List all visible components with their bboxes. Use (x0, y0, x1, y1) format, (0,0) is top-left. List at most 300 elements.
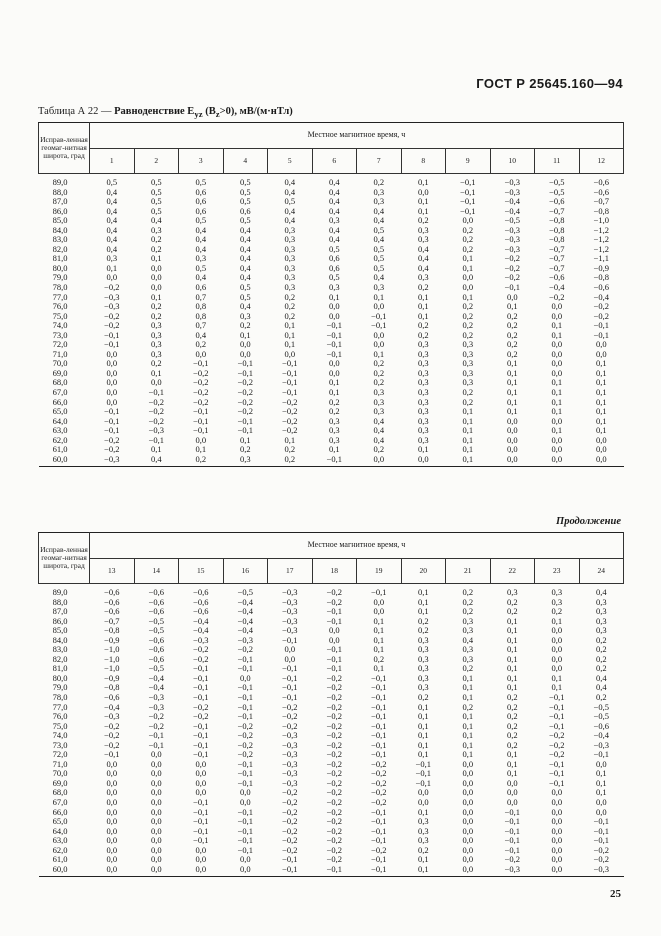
value-cell: 0,3 (417, 644, 429, 655)
value-cell: 0,3 (462, 377, 474, 388)
value-cell: 0,4 (239, 301, 251, 312)
value-cell: 0,5 (239, 177, 251, 187)
value-cell: −0,2 (326, 844, 342, 855)
latitude-cell: 84,0 (52, 224, 68, 235)
value-cell: −0,8 (549, 234, 565, 245)
value-cell: −0,1 (282, 387, 298, 398)
latitude-cell: 75,0 (52, 310, 68, 321)
latitude-cell: 77,0 (52, 291, 68, 302)
value-cell: −0,1 (549, 768, 565, 779)
value-cell: −0,2 (282, 816, 298, 827)
value-cell: 0,0 (551, 797, 563, 808)
value-cell: −0,1 (549, 701, 565, 712)
value-cell: −0,1 (415, 768, 431, 779)
value-cell: −0,2 (504, 262, 520, 273)
value-cell: 0,0 (506, 434, 518, 445)
hour-column-header: 21 (446, 559, 491, 584)
value-cell: 0,3 (417, 663, 429, 674)
value-cell: 0,2 (373, 377, 385, 388)
value-cell: 0,2 (506, 720, 518, 731)
latitude-cell: 86,0 (52, 205, 68, 216)
value-cell: 0,3 (150, 320, 162, 331)
value-cell: 0,2 (150, 358, 162, 369)
value-cell: 0,0 (595, 348, 607, 359)
value-cell: 0,0 (462, 787, 474, 798)
value-cell: −0,1 (237, 701, 253, 712)
value-cell: −0,2 (504, 854, 520, 865)
value-cell: −0,1 (371, 711, 387, 722)
value-cell: −0,1 (415, 777, 431, 788)
latitude-cell: 81,0 (52, 253, 68, 264)
value-cell: 0,3 (595, 596, 607, 607)
value-cell: −0,2 (193, 701, 209, 712)
value-cell: 0,0 (462, 797, 474, 808)
value-cell: −0,2 (326, 825, 342, 836)
value-cell: 0,1 (506, 682, 518, 693)
table (38, 532, 624, 877)
value-cell: 0,4 (417, 243, 429, 254)
value-cell: −0,6 (593, 282, 609, 293)
value-cell: 0,2 (506, 701, 518, 712)
value-cell: 0,1 (462, 415, 474, 426)
value-cell: −0,1 (237, 692, 253, 703)
value-cell: −0,1 (371, 692, 387, 703)
value-cell: −0,6 (549, 272, 565, 283)
value-cell: 0,0 (239, 348, 251, 359)
value-cell: 0,3 (284, 234, 296, 245)
value-cell: −0,1 (282, 854, 298, 865)
value-cell: −0,9 (593, 262, 609, 273)
value-cell: 0,6 (195, 205, 207, 216)
caption-subscript-2: z (215, 109, 220, 120)
value-cell: −0,1 (593, 320, 609, 331)
value-cell: −0,2 (326, 682, 342, 693)
latitude-cell: 84,0 (52, 634, 68, 645)
value-cell: 0,0 (551, 367, 563, 378)
value-cell: −0,2 (282, 720, 298, 731)
value-cell: −0,1 (237, 844, 253, 855)
value-cell: −0,9 (104, 672, 120, 683)
value-cell: −0,2 (237, 644, 253, 655)
value-cell: −0,2 (549, 739, 565, 750)
value-cell: 0,1 (551, 387, 563, 398)
value-cell: −0,2 (549, 749, 565, 760)
latitude-cell: 80,0 (52, 262, 68, 273)
value-cell: 0,0 (106, 777, 118, 788)
value-cell: 0,0 (373, 339, 385, 350)
value-cell: 0,0 (106, 844, 118, 855)
value-cell: −0,1 (237, 806, 253, 817)
value-cell: −0,2 (237, 749, 253, 760)
value-cell: 0,1 (417, 854, 429, 865)
value-cell: 0,3 (328, 415, 340, 426)
value-cell: 0,2 (462, 301, 474, 312)
value-cell: −0,2 (193, 653, 209, 664)
table-group-header-row (39, 123, 624, 149)
value-cell: 0,0 (462, 777, 474, 788)
value-cell: 0,3 (373, 186, 385, 197)
value-cell: −0,1 (282, 692, 298, 703)
value-cell: 0,1 (373, 663, 385, 674)
value-cell: 0,1 (417, 711, 429, 722)
value-cell: 0,4 (239, 253, 251, 264)
value-cell: −0,1 (504, 816, 520, 827)
value-cell: 0,3 (373, 396, 385, 407)
value-cell: 0,0 (551, 444, 563, 455)
value-cell: 0,4 (328, 177, 340, 187)
value-cell: −0,2 (148, 720, 164, 731)
latitude-cell: 68,0 (52, 787, 68, 798)
value-cell: 0,3 (417, 396, 429, 407)
value-cell: 0,1 (595, 777, 607, 788)
value-cell: 0,5 (195, 215, 207, 226)
hour-column-header: 22 (490, 559, 535, 584)
value-cell: −0,4 (104, 701, 120, 712)
value-cell: 0,3 (328, 434, 340, 445)
value-cell: 0,1 (595, 425, 607, 436)
value-cell: −1,1 (593, 253, 609, 264)
value-cell: 0,0 (106, 396, 118, 407)
value-cell: 0,0 (506, 777, 518, 788)
value-cell: 0,4 (106, 205, 118, 216)
value-cell: −0,5 (148, 625, 164, 636)
value-cell: −0,2 (326, 835, 342, 846)
value-cell: 0,1 (506, 396, 518, 407)
value-cell: 0,1 (462, 672, 474, 683)
latitude-cell: 73,0 (52, 329, 68, 340)
value-cell: −0,2 (326, 739, 342, 750)
value-cell: −0,1 (326, 663, 342, 674)
value-cell: −0,2 (549, 291, 565, 302)
value-cell: 0,3 (417, 672, 429, 683)
value-cell: −0,1 (104, 339, 120, 350)
value-cell: 0,3 (462, 358, 474, 369)
value-cell: −0,1 (326, 329, 342, 340)
value-cell: −0,3 (282, 596, 298, 607)
value-cell: 0,3 (417, 816, 429, 827)
value-cell: 0,1 (462, 692, 474, 703)
value-cell: −0,3 (504, 243, 520, 254)
value-cell: 0,0 (595, 434, 607, 445)
value-cell: 0,3 (373, 387, 385, 398)
value-cell: 0,0 (195, 844, 207, 855)
value-cell: −0,2 (593, 301, 609, 312)
value-cell: −0,1 (237, 825, 253, 836)
value-cell: −0,6 (193, 587, 209, 597)
value-cell: 0,1 (462, 444, 474, 455)
value-cell: 0,4 (239, 243, 251, 254)
value-cell: 0,0 (106, 387, 118, 398)
value-cell: 0,1 (417, 196, 429, 207)
value-cell: 0,2 (417, 844, 429, 855)
value-cell: −0,1 (237, 358, 253, 369)
value-cell: −0,5 (148, 663, 164, 674)
latitude-cell: 86,0 (52, 615, 68, 626)
value-cell: 0,2 (284, 301, 296, 312)
value-cell: 0,1 (239, 329, 251, 340)
value-cell: −0,1 (326, 606, 342, 617)
hour-column-header: 8 (401, 149, 446, 174)
latitude-cell: 88,0 (52, 186, 68, 197)
local-magnetic-time-header: Местное магнитное время, ч (90, 533, 624, 559)
latitude-cell: 76,0 (52, 711, 68, 722)
value-cell: 0,1 (417, 739, 429, 750)
value-cell: 0,3 (417, 348, 429, 359)
value-cell: −0,1 (371, 739, 387, 750)
value-cell: 0,1 (506, 625, 518, 636)
value-cell: −0,2 (104, 434, 120, 445)
value-cell: −0,2 (282, 711, 298, 722)
value-cell: 0,5 (373, 224, 385, 235)
value-cell: 0,0 (535, 865, 580, 877)
value-cell: −0,2 (193, 396, 209, 407)
value-cell: −0,1 (549, 777, 565, 788)
value-cell: 0,3 (462, 348, 474, 359)
hour-column-header: 15 (179, 559, 224, 584)
value-cell: 0,1 (462, 739, 474, 750)
value-cell: 0,1 (506, 301, 518, 312)
value-cell: 0,2 (239, 444, 251, 455)
table-body (39, 584, 624, 877)
value-cell: 0,0 (284, 348, 296, 359)
latitude-cell: 79,0 (52, 682, 68, 693)
value-cell: 0,0 (284, 644, 296, 655)
value-cell: 0,3 (417, 406, 429, 417)
value-cell: −0,2 (326, 672, 342, 683)
value-cell: −0,2 (371, 777, 387, 788)
hour-column-header: 18 (312, 559, 357, 584)
value-cell: −0,5 (593, 711, 609, 722)
value-cell: 0,3 (417, 653, 429, 664)
value-cell: −0,2 (282, 835, 298, 846)
hour-column-header: 20 (401, 559, 446, 584)
value-cell: 0,3 (150, 224, 162, 235)
value-cell: −0,1 (237, 682, 253, 693)
value-cell: 0,0 (150, 844, 162, 855)
hour-column-header: 7 (357, 149, 402, 174)
value-cell: 0,1 (462, 749, 474, 760)
value-cell: 0,1 (595, 768, 607, 779)
value-cell: 0,1 (462, 291, 474, 302)
value-cell: −0,5 (593, 701, 609, 712)
value-cell: 0,3 (417, 367, 429, 378)
value-cell: 0,4 (373, 215, 385, 226)
value-cell: 0,0 (223, 865, 268, 877)
hour-column-header: 19 (357, 559, 402, 584)
value-cell: 0,0 (150, 777, 162, 788)
value-cell: 0,2 (239, 320, 251, 331)
latitude-cell: 81,0 (52, 663, 68, 674)
value-cell: 0,2 (373, 358, 385, 369)
value-cell: 0,2 (268, 455, 313, 467)
value-cell: 0,0 (150, 262, 162, 273)
value-cell: 0,3 (284, 262, 296, 273)
value-cell: 0,0 (506, 291, 518, 302)
value-cell: 0,3 (417, 825, 429, 836)
value-cell: −0,6 (148, 587, 164, 597)
value-cell: −0,6 (593, 177, 609, 187)
value-cell: 0,0 (90, 865, 135, 877)
value-cell: 0,0 (328, 634, 340, 645)
value-cell: 0,4 (373, 434, 385, 445)
value-cell: 0,3 (417, 425, 429, 436)
value-cell: 0,3 (595, 625, 607, 636)
value-cell: −0,3 (504, 177, 520, 187)
value-cell: 0,2 (284, 291, 296, 302)
value-cell: 0,1 (284, 329, 296, 340)
value-cell: 0,0 (462, 272, 474, 283)
value-cell: 0,2 (462, 234, 474, 245)
value-cell: 0,2 (551, 606, 563, 617)
value-cell: 0,0 (239, 672, 251, 683)
value-cell: 0,1 (373, 291, 385, 302)
latitude-cell: 87,0 (52, 606, 68, 617)
value-cell: −0,1 (237, 653, 253, 664)
value-cell: 0,3 (328, 215, 340, 226)
value-cell: 0,6 (328, 253, 340, 264)
value-cell: 0,4 (328, 205, 340, 216)
value-cell: −0,7 (593, 196, 609, 207)
value-cell: 0,2 (506, 320, 518, 331)
value-cell: 0,0 (506, 415, 518, 426)
latitude-cell: 66,0 (52, 806, 68, 817)
latitude-cell: 76,0 (52, 301, 68, 312)
table-row (39, 455, 624, 467)
latitude-cell: 69,0 (52, 777, 68, 788)
value-cell: −0,1 (593, 816, 609, 827)
value-cell: 0,4 (595, 672, 607, 683)
value-cell: 0,0 (551, 835, 563, 846)
value-cell: −0,1 (193, 816, 209, 827)
hour-column-header: 4 (223, 149, 268, 174)
value-cell: 0,4 (195, 329, 207, 340)
value-cell: −0,1 (504, 825, 520, 836)
value-cell: −0,1 (282, 367, 298, 378)
value-cell: −0,1 (148, 739, 164, 750)
value-cell: 0,6 (195, 282, 207, 293)
value-cell: −0,6 (148, 644, 164, 655)
latitude-cell: 75,0 (52, 720, 68, 731)
value-cell: 0,1 (417, 730, 429, 741)
value-cell: −0,8 (104, 682, 120, 693)
latitude-cell: 62,0 (52, 434, 68, 445)
value-cell: 0,1 (506, 663, 518, 674)
value-cell: −0,4 (148, 672, 164, 683)
value-cell: 0,0 (106, 358, 118, 369)
value-cell: 0,1 (462, 711, 474, 722)
value-cell: −0,1 (357, 865, 402, 877)
value-cell: −0,3 (282, 758, 298, 769)
value-cell: 0,0 (106, 367, 118, 378)
value-cell: 0,4 (373, 234, 385, 245)
value-cell: 0,3 (417, 234, 429, 245)
value-cell: −0,1 (312, 865, 357, 877)
value-cell: −0,1 (282, 672, 298, 683)
value-cell: −0,1 (549, 692, 565, 703)
value-cell: 0,2 (595, 692, 607, 703)
value-cell: −0,2 (326, 749, 342, 760)
value-cell: −0,6 (593, 720, 609, 731)
value-cell: 0,3 (373, 406, 385, 417)
value-cell: 0,1 (150, 291, 162, 302)
value-cell: −0,1 (371, 320, 387, 331)
value-cell: 0,0 (551, 663, 563, 674)
value-cell: −0,2 (326, 730, 342, 741)
value-cell: −0,2 (193, 367, 209, 378)
value-cell: −0,6 (193, 596, 209, 607)
value-cell: 0,0 (462, 854, 474, 865)
value-cell: 0,2 (373, 177, 385, 187)
value-cell: −0,1 (104, 406, 120, 417)
value-cell: 0,1 (506, 367, 518, 378)
value-cell: −0,3 (104, 291, 120, 302)
value-cell: −0,1 (549, 758, 565, 769)
value-cell: 0,2 (373, 444, 385, 455)
value-cell: −0,3 (282, 730, 298, 741)
value-cell: 0,0 (150, 816, 162, 827)
value-cell: −0,8 (104, 625, 120, 636)
value-cell: 0,1 (595, 415, 607, 426)
value-cell: −1,2 (593, 243, 609, 254)
hour-column-header: 12 (579, 149, 624, 174)
table (38, 122, 624, 467)
value-cell: 0,0 (462, 758, 474, 769)
value-cell: −0,1 (326, 320, 342, 331)
value-cell: 0,4 (284, 177, 296, 187)
value-cell: 0,0 (373, 606, 385, 617)
value-cell: −0,1 (237, 777, 253, 788)
value-cell: −0,2 (282, 396, 298, 407)
value-cell: −0,2 (326, 701, 342, 712)
value-cell: 0,3 (239, 310, 251, 321)
value-cell: −0,1 (326, 339, 342, 350)
value-cell: −0,1 (193, 825, 209, 836)
value-cell: −0,1 (326, 644, 342, 655)
value-cell: 0,4 (150, 215, 162, 226)
value-cell: −0,2 (282, 415, 298, 426)
latitude-cell: 82,0 (52, 243, 68, 254)
latitude-cell: 68,0 (52, 377, 68, 388)
value-cell: −0,3 (282, 749, 298, 760)
value-cell: 0,0 (328, 301, 340, 312)
value-cell: 0,0 (106, 825, 118, 836)
value-cell: −0,4 (237, 625, 253, 636)
table-body (39, 174, 624, 467)
value-cell: −0,1 (193, 692, 209, 703)
latitude-cell: 74,0 (52, 730, 68, 741)
latitude-cell: 60,0 (39, 455, 90, 467)
hour-column-header: 23 (535, 559, 580, 584)
value-cell: 0,4 (106, 215, 118, 226)
value-cell: −0,3 (282, 625, 298, 636)
value-cell: −0,1 (371, 310, 387, 321)
hours-header-row (39, 149, 624, 174)
value-cell: 0,5 (373, 253, 385, 264)
value-cell: 0,3 (462, 644, 474, 655)
value-cell: 0,1 (417, 301, 429, 312)
table-row (39, 174, 624, 188)
value-cell: −0,2 (104, 720, 120, 731)
caption-units: >0), мВ/(м·нТл) (219, 106, 293, 117)
value-cell: 0,3 (417, 358, 429, 369)
value-cell: 0,1 (506, 615, 518, 626)
value-cell: −0,8 (549, 215, 565, 226)
value-cell: −0,1 (371, 701, 387, 712)
value-cell: 0,1 (506, 768, 518, 779)
latitude-cell: 79,0 (52, 272, 68, 283)
value-cell: −0,1 (193, 406, 209, 417)
value-cell: 0,3 (373, 196, 385, 207)
